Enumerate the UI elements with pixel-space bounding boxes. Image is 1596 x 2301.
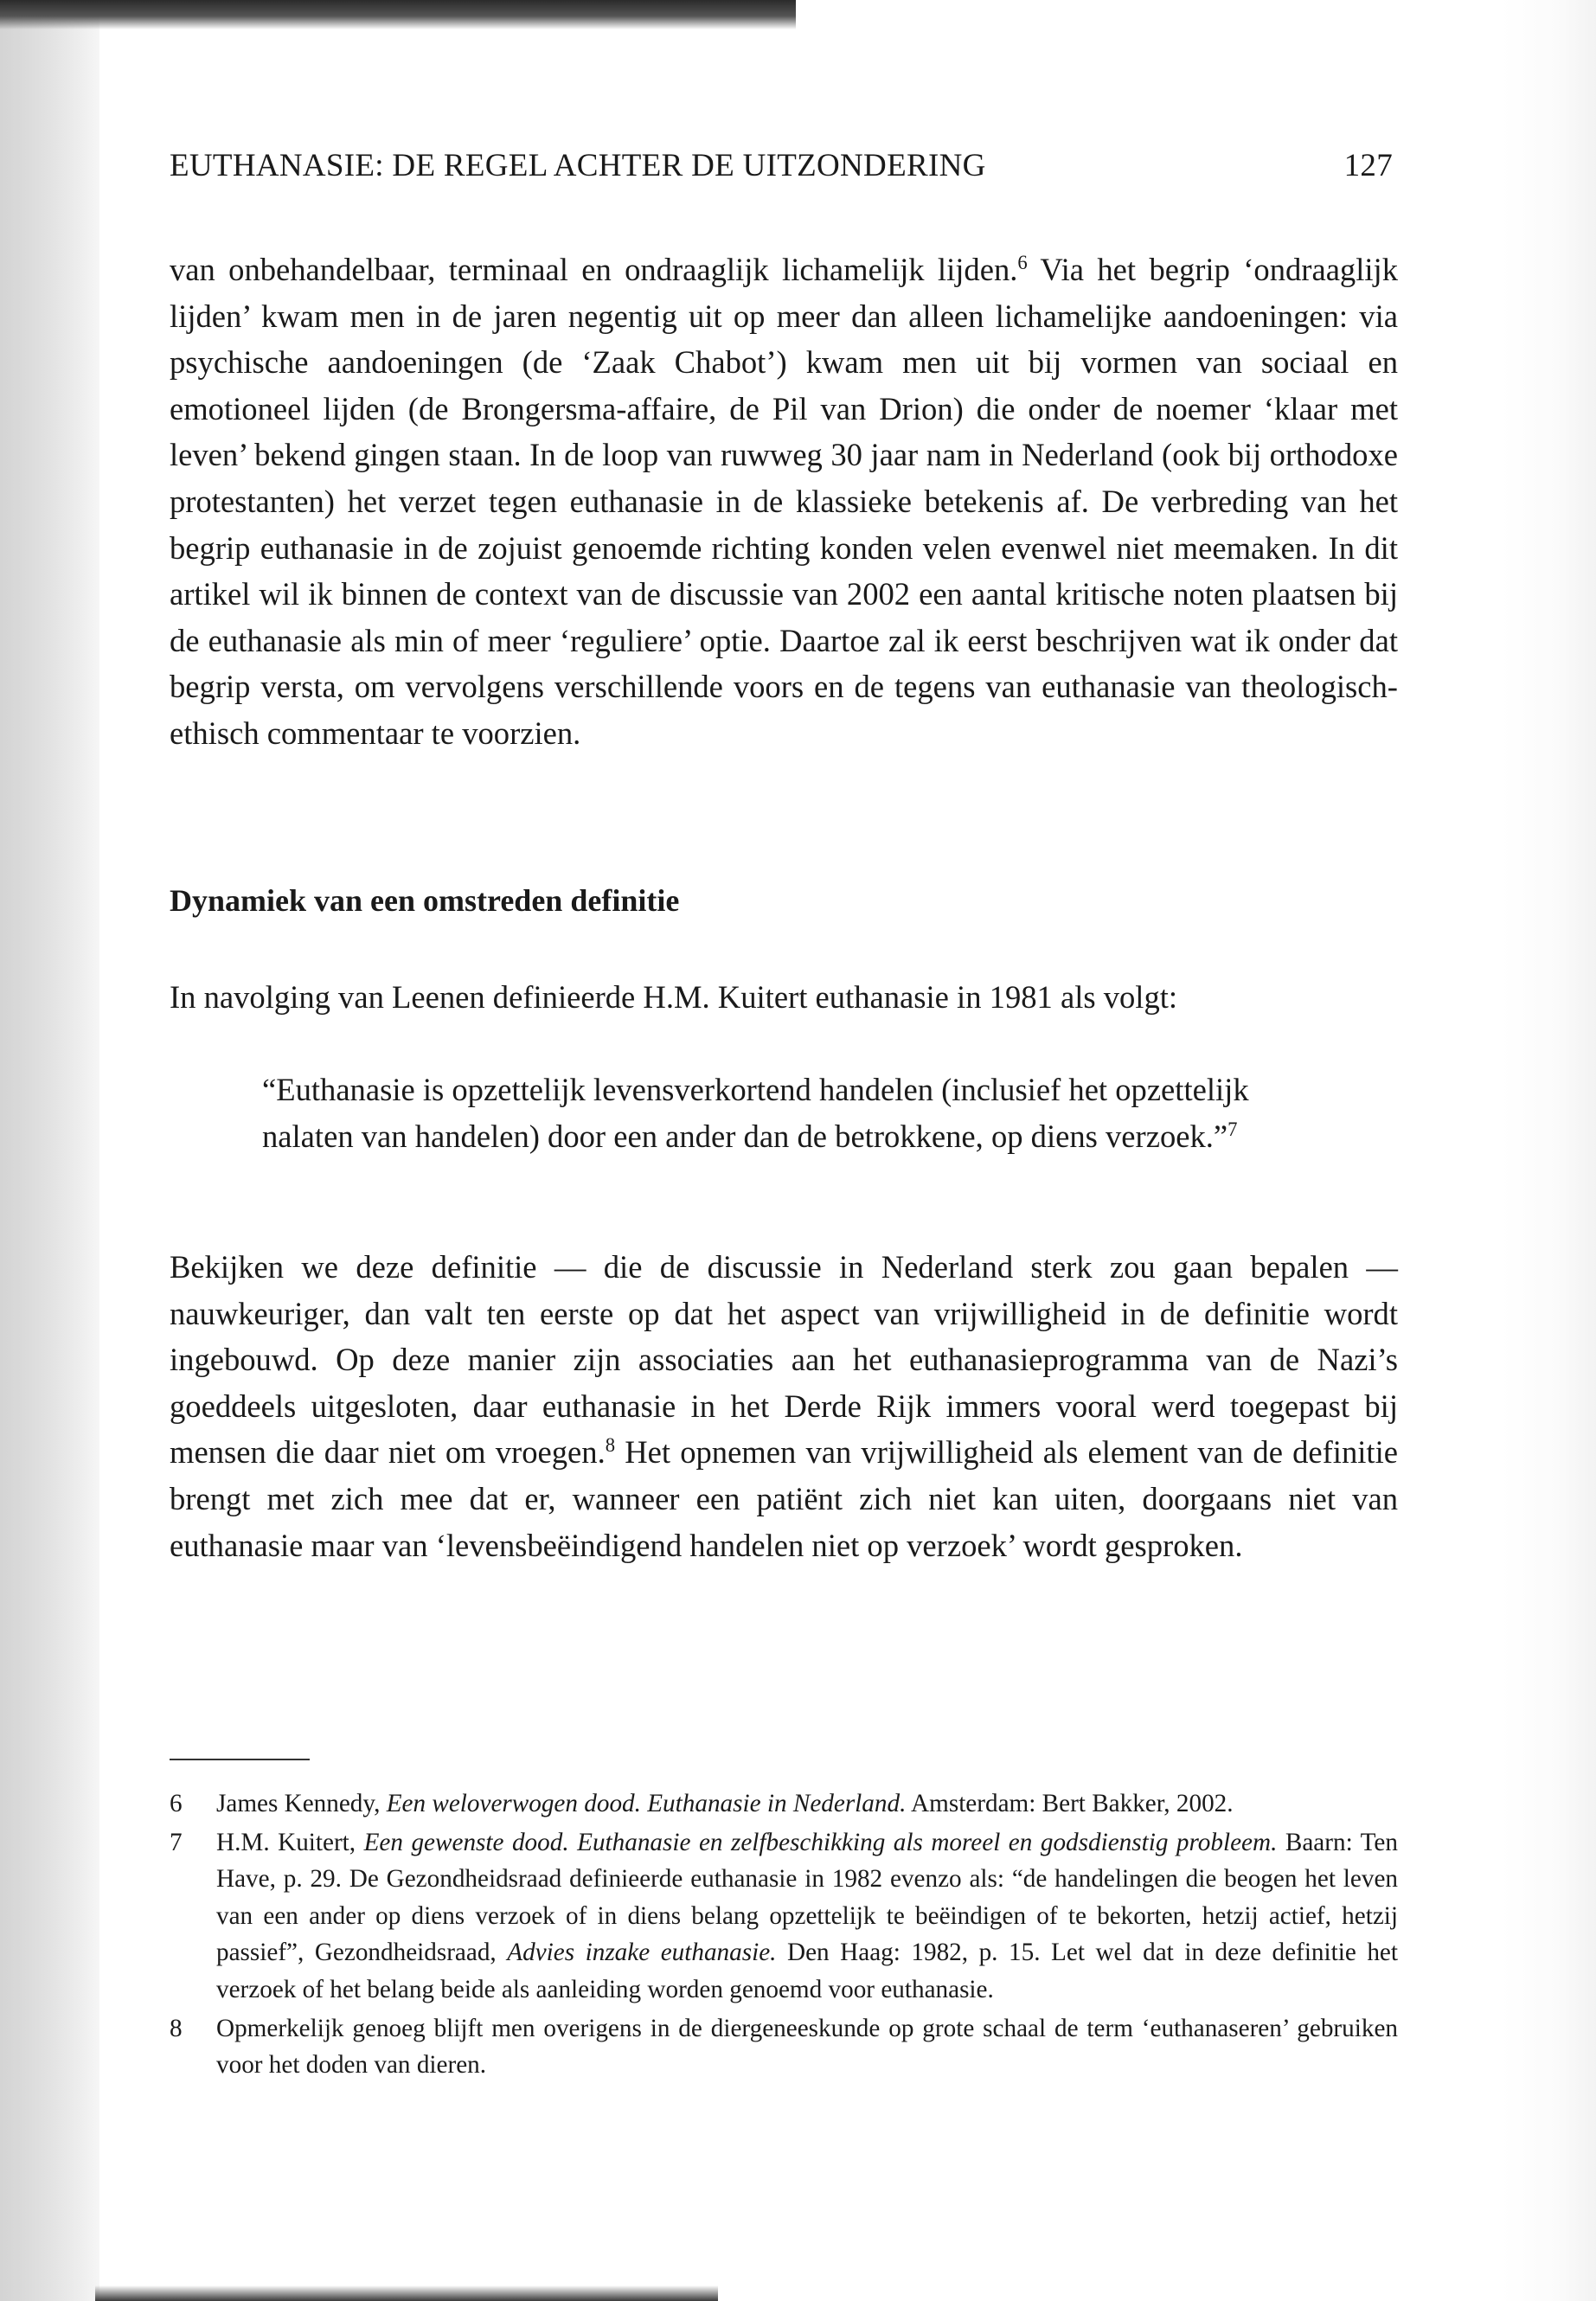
page-edge-top [0,0,796,29]
footnote-rest-2: Den Haag: 1982, p. 15. Let wel dat in deze definitie het verzoek of het belang beide als aanleiding worden genoemd voor euthanasie. [216,1939,1398,2003]
block-quote-text: “Euthanasie is opzettelijk levensverkortend handelen (inclusief het opzettelijk nalaten van handelen) door een ander dan de betrokkene, op diens verzoek.” [262,1072,1249,1154]
footnote-author: H.M. Kuitert, [216,1828,364,1856]
paragraph-definition-text-1: Bekijken we deze definitie — die de discussie in Nederland sterk zou gaan bepalen — nauwkeuriger, dan valt ten eerste op dat het aspect van vrijwilligheid in de definitie wordt ingebouwd. Op deze manier zijn associaties aan het euthanasieprogramma van de Nazi’s goeddeels uitgesloten, daar euthanasie in het Derde Rijk immers vooral werd toegepast bij mensen die daar niet om vroegen. [170,1249,1398,1471]
block-quote [262,1067,1283,1159]
footnote-ref-8[interactable]: 8 [605,1434,616,1457]
page-spine-right [1501,0,1596,2301]
footnote-text: Opmerkelijk genoeg blijft men overigens in de diergeneeskunde op grote schaal de term ‘euthanaseren’ gebruiken voor het doden van dieren. [216,2014,1398,2080]
intro-line: In navolging van Leenen definieerde H.M. Kuitert euthanasie in 1981 als volgt: [170,979,1178,1015]
section-heading: Dynamiek van een omstreden definitie [170,883,680,918]
running-head [170,147,1398,190]
footnote-ref-7[interactable]: 7 [1227,1118,1238,1140]
running-head-title: EUTHANASIE: DE REGEL ACHTER DE UITZONDERING [170,148,986,183]
footnote-number: 7 [170,1828,183,1856]
footnote-rest: Amsterdam: Bert Bakker, 2002. [906,1790,1234,1817]
footnote-title: Een gewenste dood. Euthanasie en zelfbeschikking als moreel en godsdienstig probleem. [363,1828,1278,1856]
footnote-text [216,1824,1398,2009]
footnote-ref-6[interactable]: 6 [1017,251,1028,273]
footnote-title-2: Advies inzake euthanasie. [507,1939,777,1967]
paragraph-intro-text-2: Via het begrip ‘ondraaglijk lijden’ kwam men in de jaren negentig uit op meer dan alleen lichamelijke aandoeningen: via psychische aandoeningen (de ‘Zaak Chabot’) kwam men uit bij vormen van sociaal en emotioneel lijden (de Brongersma-affaire, de Pil van Drion) die onder de noemer ‘klaar met leven’ bekend gingen staan. In de loop van ruwweg 30 jaar nam in Nederland (ook bij orthodoxe protestanten) het verzet tegen euthanasie in de klassieke betekenis af. De verbreding van het begrip euthanasie in de zojuist genoemde richting konden velen evenwel niet meemaken. In dit artikel wil ik binnen de context van de discussie van 2002 een aantal kritische noten plaatsen bij de euthanasie als min of meer ‘reguliere’ optie. Daartoe zal ik eerst beschrijven wat ik onder dat begrip versta, om vervolgens verschillende voors en de tegens van euthanasie van theologisch-ethisch commentaar te voorzien. [170,252,1399,751]
page-edge-left [0,0,99,2301]
paragraph-definition-text-2: Het opnemen van vrijwilligheid als element van de definitie brengt met zich mee dat er, wanneer een patiënt zich niet kan uiten, doorgaans niet van euthanasie maar van ‘levensbeëindigend handelen niet op verzoek’ wordt gesproken. [170,1434,1398,1563]
page-edge-bottom [95,2285,718,2301]
footnote-text [216,1785,1398,1823]
footnote-number: 8 [170,2014,183,2042]
footnote-7 [170,1824,1398,2009]
footnote-author: James Kennedy, [216,1790,387,1817]
footnotes [170,1785,1398,2086]
footnote-8 [170,2010,1398,2084]
paragraph-intro [170,247,1398,757]
footnote-separator [170,1759,310,1760]
footnote-number: 6 [170,1790,183,1817]
page-number: 127 [1343,148,1393,183]
footnote-title: Een weloverwogen dood. Euthanasie in Nederland. [386,1790,907,1817]
footnote-6 [170,1785,1398,1823]
paragraph-definition [170,1244,1398,1568]
footnote-rest: Baarn: Ten Have, p. 29. De Gezondheidsraad definieerde euthanasie in 1982 evenzo als: “de handelingen die beogen het leven van een ander op diens verzoek of in diens belang opzettelijk te beëindigen of te bekorten, hetzij actief, hetzij passief”, Gezondheidsraad, [216,1828,1398,1967]
paragraph-intro-text-1: van onbehandelbaar, terminaal en ondraaglijk lichamelijk lijden. [170,252,1018,287]
